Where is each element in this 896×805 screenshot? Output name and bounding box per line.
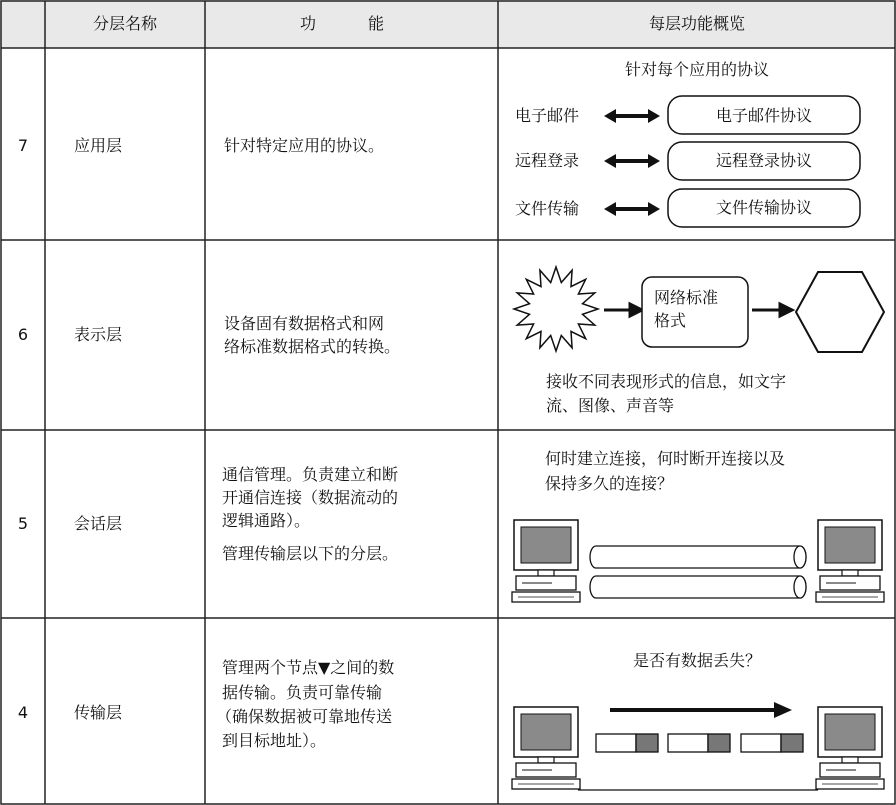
layer-function-line: 管理传输层以下的分层。 [222, 544, 399, 563]
computer-icon [816, 520, 884, 602]
connection-pipes [590, 546, 806, 598]
computer-icon [512, 520, 580, 602]
monitor-stand [538, 570, 554, 576]
monitor-stand [842, 757, 858, 763]
protocol-name: 电子邮件协议 [715, 106, 813, 125]
layer-number: 7 [17, 136, 29, 155]
protocol-name: 远程登录协议 [715, 151, 813, 170]
header-function: 功 能 [299, 14, 403, 33]
monitor-screen [825, 714, 875, 750]
data-packets [596, 734, 803, 752]
monitor-stand [538, 757, 554, 763]
layer-number: 5 [17, 514, 29, 533]
monitor-screen [825, 527, 875, 563]
arrow-right-icon [604, 304, 642, 316]
overview-title: 针对每个应用的协议 [624, 60, 770, 79]
arrow-right-icon [774, 702, 792, 718]
application-name: 电子邮件 [515, 106, 580, 125]
double-arrow-icon [604, 202, 660, 216]
session-question-line: 何时建立连接，何时断开连接以及 [545, 449, 786, 468]
layer-number: 4 [17, 703, 29, 722]
layer-function-line: 逻辑通路）。 [222, 511, 311, 530]
packet-header [636, 734, 658, 752]
monitor-screen [521, 527, 571, 563]
application-name: 文件传输 [515, 199, 580, 218]
double-arrow-icon [604, 109, 660, 123]
layer-name: 传输层 [73, 703, 123, 722]
packet-header [708, 734, 730, 752]
arrow-right-icon [752, 304, 792, 316]
presentation-caption-line: 接收不同表现形式的信息，如文字 [546, 372, 787, 391]
packet-body [668, 734, 708, 752]
session-question-line: 保持多久的连接？ [545, 474, 674, 493]
session-layer-diagram [512, 520, 884, 602]
layer-function-line: 设备固有数据格式和网 [224, 314, 385, 333]
layer-name: 会话层 [73, 514, 123, 533]
layer-function-line: 到目标地址）。 [222, 731, 327, 750]
hexagon-icon [796, 272, 884, 352]
standard-format-label: 格式 [654, 311, 687, 330]
transport-layer-diagram [512, 702, 884, 790]
layer-function-line: 通信管理。负责建立和断 [222, 465, 399, 484]
header-overview: 每层功能概览 [648, 14, 746, 33]
double-arrows [604, 109, 660, 216]
layer-function-line: 开通信连接（数据流动的 [222, 488, 399, 507]
packet-body [596, 734, 636, 752]
presentation-caption-line: 流、图像、声音等 [546, 396, 675, 415]
layer-function-line: （确保数据被可靠地传送 [216, 707, 393, 726]
layer-name: 表示层 [73, 325, 123, 344]
standard-format-label: 网络标准 [654, 288, 719, 307]
computer-icon [512, 707, 580, 789]
transport-question: 是否有数据丢失？ [632, 651, 762, 670]
layer-number: 6 [17, 325, 29, 344]
packet-body [741, 734, 781, 752]
header-layer-name: 分层名称 [92, 14, 158, 33]
layer-function-line: 据传输。负责可靠传输 [222, 683, 383, 702]
layer-function-line: 管理两个节点▼之间的数 [222, 658, 395, 677]
application-name: 远程登录 [515, 151, 580, 170]
computer-icon [816, 707, 884, 789]
packet-header [781, 734, 803, 752]
double-arrow-icon [604, 154, 660, 168]
monitor-stand [842, 570, 858, 576]
layer-function-line: 络标准数据格式的转换。 [224, 337, 401, 356]
layer-name: 应用层 [73, 136, 123, 155]
monitor-screen [521, 714, 571, 750]
protocol-name: 文件传输协议 [715, 198, 813, 217]
starburst-icon [514, 267, 598, 351]
presentation-layer-diagram [514, 267, 884, 352]
layer-function-line: 针对特定应用的协议。 [224, 136, 385, 155]
